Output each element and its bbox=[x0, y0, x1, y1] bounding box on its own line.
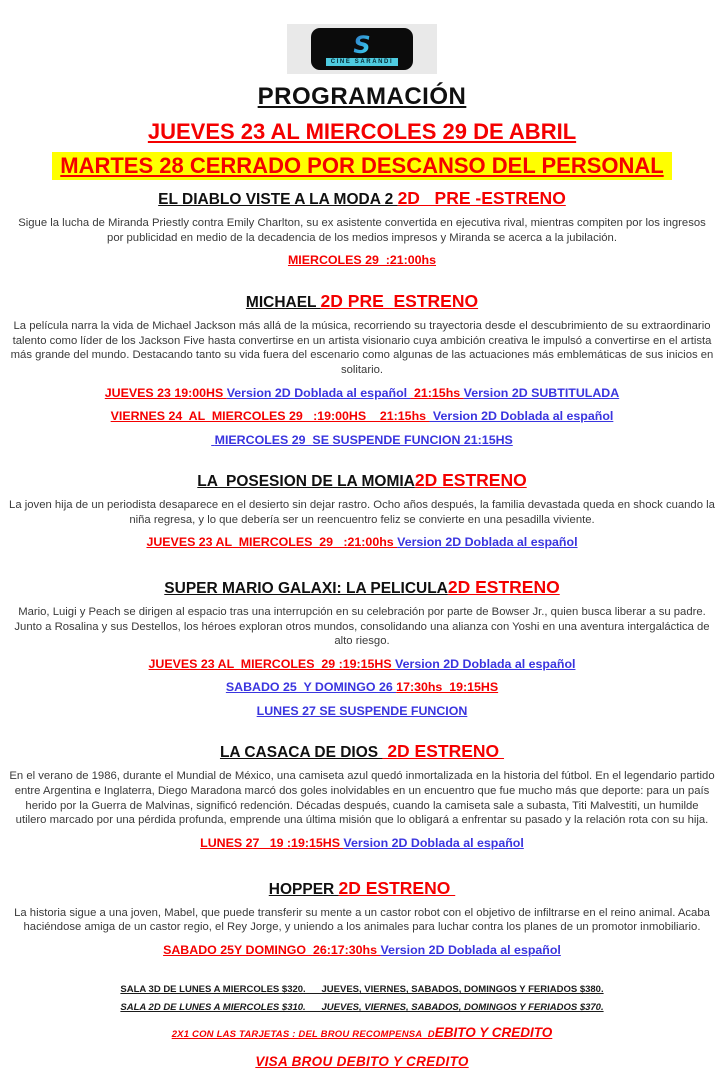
showtime-segment: Version 2D Doblada al español bbox=[429, 409, 614, 424]
showtime-segment: JUEVES 23 19:00HS bbox=[104, 385, 227, 400]
movie-description: Sigue la lucha de Miranda Priestly contra Emily Charlton, su ex asistente convertida en ejecutiva rival, mientras compiten por los ingresos por publicidad en medio de la decadencia de los medios impresos y Miranda se acerca a la jubilación. bbox=[18, 217, 706, 244]
movie-title: LA CASACA DE DIOS bbox=[219, 744, 383, 762]
movie-section bbox=[0, 878, 724, 959]
footer bbox=[0, 984, 724, 1069]
showtime-segment: Version 2D SUBTITULADA bbox=[463, 385, 620, 400]
date-range: JUEVES 23 AL MIERCOLES 29 DE ABRIL bbox=[147, 119, 577, 144]
showtime-line bbox=[0, 680, 724, 696]
showtime-line bbox=[0, 943, 724, 959]
closed-notice-row bbox=[0, 152, 724, 180]
showtime-line bbox=[0, 409, 724, 425]
showtime-line bbox=[0, 386, 724, 402]
showtime-segment: SABADO 25 Y DOMINGO 26 bbox=[225, 680, 397, 695]
showtime-line bbox=[0, 836, 724, 852]
showtime-segment: 21:15hs bbox=[410, 385, 464, 400]
promo-text-small: 2X1 CON LAS TARJETAS : DEL BROU RECOMPENSA D bbox=[171, 1029, 435, 1041]
movie-title: LA POSESION DE LA MOMIA bbox=[197, 473, 415, 491]
price-line-2d: SALA 2D DE LUNES A MIERCOLES $310. JUEVES, VIERNES, SABADOS, DOMINGOS Y FERIADOS $370. bbox=[120, 1002, 604, 1014]
movie-section bbox=[0, 291, 724, 448]
svg-text:S: S bbox=[353, 32, 371, 57]
showtime-segment: Version 2D Doblada al español bbox=[226, 385, 411, 400]
movie-tag: 2D ESTRENO bbox=[414, 470, 527, 491]
movie-description: Mario, Luigi y Peach se dirigen al espacio tras una interrupción en su celebración por parte de Bowser Jr., quien busca liberar a su padre. Junto a Rosalina y sus Destellos, los héroes exploran otros mundos, consolidando una alianza con Yoshi en una aventura intergaláctica de alto riesgo. bbox=[14, 605, 710, 648]
movie-title: SUPER MARIO GALAXI: LA PELICULA bbox=[164, 579, 448, 597]
movie-description: La película narra la vida de Michael Jackson más allá de la música, recorriendo su trayectoria desde el descubrimiento de su extraordinario talento como líder de los Jackson Five hasta convertirse en un artista visionario cuya ambición creativa le impulsó a convertirse en el artista más grande del mundo. Destacando tanto su vida fuera del escenario como algunas de las actuaciones más emblemáticas de sus inicios en solitario. bbox=[10, 319, 714, 376]
logo-brand-text: CINE SARANDI bbox=[326, 58, 399, 66]
movie-section bbox=[0, 188, 724, 269]
movie-heading bbox=[0, 741, 724, 763]
movie-description: En el verano de 1986, durante el Mundial de México, una camiseta azul quedó inmortalizada en la historia del fútbol. En el legendario partido entre Argentina e Inglaterra, Diego Maradona marcó dos goles inolvidables en un encuentro que fue mucho más que deporte: para un país herido por la Guerra de Malvinas, significó redención. Décadas después, cuando la camiseta sale a subasta, Titi Malvestiti, un humilde utilero marcado por una pérdida profunda, emprende una última misión que lo obligará a enfrentar su pasado y la relación rota con su hija. bbox=[9, 770, 715, 827]
cinema-logo bbox=[287, 24, 437, 74]
showtime-segment: Version 2D Doblada al español bbox=[343, 836, 524, 851]
showtime-segment: 17:30hs 19:15HS bbox=[396, 680, 499, 695]
movie-heading bbox=[0, 577, 724, 599]
page-title: PROGRAMACIÓN bbox=[257, 83, 467, 110]
movie-heading bbox=[0, 878, 724, 900]
movie-section bbox=[0, 741, 724, 851]
showtime-segment: MIERCOLES 29 SE SUSPENDE FUNCION 21:15HS bbox=[211, 432, 513, 447]
visa-line: VISA BROU DEBITO Y CREDITO bbox=[255, 1054, 469, 1069]
promo-line bbox=[0, 1024, 724, 1042]
movie-title: EL DIABLO VISTE A LA MODA 2 bbox=[158, 191, 398, 208]
showtime-segment: Version 2D Doblada al español bbox=[397, 535, 578, 550]
showtime-line bbox=[0, 704, 724, 720]
movie-tag: 2D ESTRENO bbox=[382, 741, 505, 762]
movie-tag: 2D ESTRENO bbox=[447, 576, 560, 597]
showtime-line bbox=[0, 253, 724, 269]
price-line-3d: SALA 3D DE LUNES A MIERCOLES $320. JUEVES, VIERNES, SABADOS, DOMINGOS Y FERIADOS $380. bbox=[120, 984, 604, 996]
showtime-line bbox=[0, 657, 724, 673]
showtime-segment: MIERCOLES 29 :21:00hs bbox=[287, 253, 437, 268]
movie-tag: 2D ESTRENO bbox=[338, 877, 456, 898]
showtime-segment: Version 2D Doblada al español bbox=[380, 942, 561, 957]
movie-section bbox=[0, 577, 724, 720]
showtime-line bbox=[0, 433, 724, 449]
promo-text-big: EBITO Y CREDITO bbox=[434, 1025, 553, 1041]
showtime-segment: LUNES 27 SE SUSPENDE FUNCION bbox=[256, 703, 468, 718]
showtime-segment: LUNES 27 19 :19:15HS bbox=[200, 836, 344, 851]
showtime-line bbox=[0, 535, 724, 551]
movie-description: La historia sigue a una joven, Mabel, que puede transferir su mente a un castor robot con el objetivo de infiltrarse en el reino animal. Acaba haciéndose amiga de un castor regio, el Rey Jorge, y uniendo a los animales para luchar contra los planes de un promotor inmobiliario. bbox=[14, 906, 710, 934]
cinema-logo-plate bbox=[311, 28, 413, 70]
movie-description: La joven hija de un periodista desaparece en el desierto sin dejar rastro. Ocho años después, la familia devastada queda en shock cuando la niña regresa, y lo que debería ser un reencuentro feliz se convierte en una pesadilla viviente. bbox=[9, 499, 715, 526]
movie-heading bbox=[0, 291, 724, 313]
movie-title: HOPPER bbox=[268, 880, 339, 898]
closed-notice: MARTES 28 CERRADO POR DESCANSO DEL PERSONAL bbox=[52, 152, 671, 180]
movie-title: MICHAEL bbox=[245, 293, 321, 311]
movie-tag: 2D PRE ESTRENO bbox=[320, 290, 479, 311]
movie-tag: 2D PRE -ESTRENO bbox=[397, 188, 566, 208]
movie-heading bbox=[0, 188, 724, 210]
showtime-segment: VIERNES 24 AL MIERCOLES 29 :19:00HS 21:15hs bbox=[110, 409, 430, 424]
movie-section bbox=[0, 470, 724, 551]
showtime-segment: JUEVES 23 AL MIERCOLES 29 :19:15HS bbox=[148, 656, 396, 671]
showtime-segment: SABADO 25Y DOMINGO 26:17:30hs bbox=[163, 942, 381, 957]
movie-heading bbox=[0, 470, 724, 492]
showtime-segment: Version 2D Doblada al español bbox=[395, 656, 576, 671]
showtime-segment: JUEVES 23 AL MIERCOLES 29 :21:00hs bbox=[146, 535, 398, 550]
logo-s-icon bbox=[344, 33, 380, 57]
